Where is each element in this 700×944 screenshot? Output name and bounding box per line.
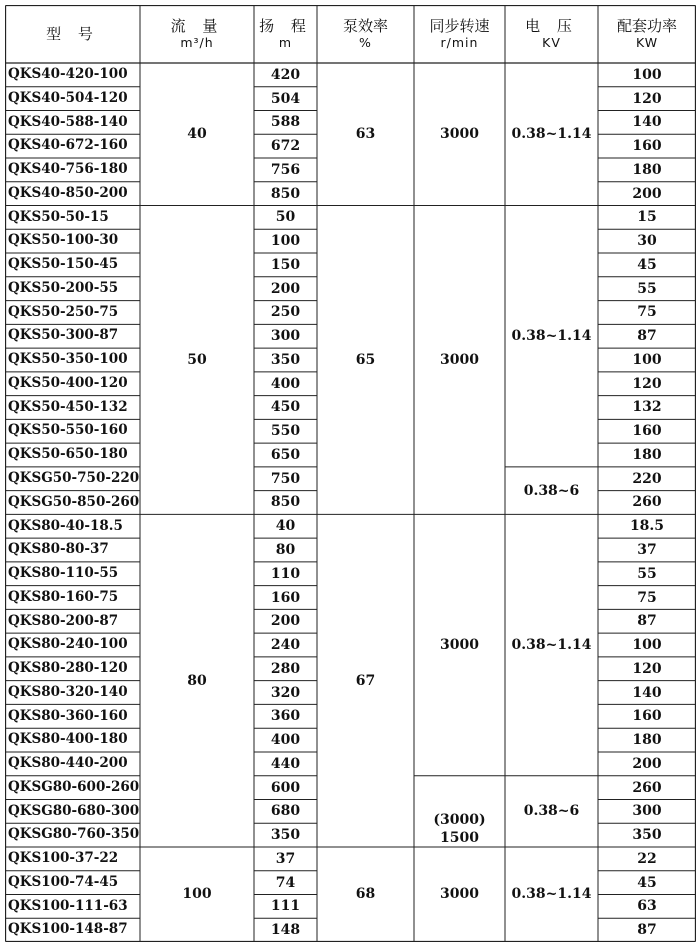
head-cell: 504 [270, 90, 301, 107]
model-cell: QKS40-756-180 [8, 161, 128, 178]
model-cell: QKS80-80-37 [8, 541, 109, 558]
head-cell: 680 [270, 803, 301, 820]
power-cell: 140 [632, 684, 662, 701]
flow-group-cell: 80 [187, 672, 207, 689]
power-cell: 300 [632, 803, 662, 820]
power-cell: 100 [632, 66, 662, 83]
model-cell: QKS50-250-75 [8, 303, 119, 320]
model-cell: QKS80-320-140 [8, 683, 128, 700]
header-model [5, 5, 140, 63]
header-speed [414, 5, 505, 63]
power-cell: 160 [632, 708, 662, 725]
power-cell: 160 [632, 138, 662, 155]
power-cell: 200 [632, 185, 662, 202]
power-cell: 75 [637, 304, 657, 321]
header-power-label: 配套功率 [616, 16, 677, 35]
head-cell: 40 [275, 518, 296, 535]
speed-group-cell [414, 776, 505, 847]
model-cell: QKSG50-750-220 [8, 469, 140, 486]
power-cell: 15 [637, 209, 657, 226]
head-cell: 450 [270, 399, 301, 416]
head-cell: 148 [270, 922, 301, 939]
voltage-group-cell: 0.38~6 [523, 482, 580, 499]
flow-group-cell: 40 [187, 126, 207, 143]
model-cell: QKSG50-850-260 [8, 493, 140, 510]
model-cell: QKS100-74-45 [8, 873, 119, 890]
header-efficiency-label: 泵效率 [342, 16, 388, 35]
power-cell: 100 [632, 351, 662, 368]
header-head [254, 5, 317, 63]
efficiency-group-cell: 63 [355, 126, 376, 143]
efficiency-group-cell: 65 [355, 351, 376, 368]
speed-group-cell: 3000 [440, 637, 479, 654]
power-cell: 200 [632, 755, 662, 772]
power-cell: 180 [632, 161, 662, 178]
head-cell: 588 [270, 114, 301, 131]
power-cell: 87 [637, 613, 657, 630]
head-cell: 672 [270, 138, 301, 155]
head-cell: 350 [270, 351, 301, 368]
header-efficiency-unit: % [359, 34, 372, 50]
model-cell: QKS100-111-63 [8, 897, 128, 914]
head-cell: 100 [270, 233, 301, 250]
model-cell: QKS40-504-120 [8, 89, 128, 106]
header-efficiency [317, 5, 414, 63]
header-flow [140, 5, 254, 63]
model-cell: QKS80-360-160 [8, 707, 128, 724]
model-cell: QKS40-588-140 [8, 113, 128, 130]
model-cell: QKS80-160-75 [8, 588, 119, 605]
power-cell: 180 [632, 446, 662, 463]
head-cell: 300 [270, 328, 301, 345]
model-cell: QKS80-280-120 [8, 660, 128, 677]
power-cell: 22 [637, 850, 657, 867]
power-cell: 260 [632, 779, 662, 796]
model-cell: QKS50-450-132 [8, 398, 128, 415]
speed-group-cell-line1: (3000) [433, 811, 486, 828]
power-cell: 18.5 [629, 518, 665, 535]
power-cell: 45 [637, 874, 657, 891]
header-voltage-label: 电 压 [525, 16, 578, 35]
power-cell: 120 [632, 90, 662, 107]
voltage-group-cell: 0.38~1.14 [511, 637, 592, 654]
head-cell: 280 [270, 660, 301, 677]
head-cell: 111 [270, 898, 301, 915]
model-cell: QKS100-148-87 [8, 921, 128, 938]
speed-group-cell: 3000 [440, 126, 479, 143]
voltage-group-cell: 0.38~1.14 [511, 328, 592, 345]
power-cell: 30 [637, 233, 657, 250]
model-cell: QKS50-400-120 [8, 374, 128, 391]
head-cell: 400 [270, 732, 301, 749]
head-cell: 200 [270, 280, 301, 297]
model-cell: QKS80-200-87 [8, 612, 119, 629]
head-cell: 74 [275, 874, 296, 891]
power-cell: 55 [637, 565, 657, 582]
power-cell: 55 [637, 280, 657, 297]
power-cell: 120 [632, 375, 662, 392]
voltage-group-cell: 0.38~1.14 [511, 126, 592, 143]
flow-group-cell: 50 [187, 351, 207, 368]
header-speed-label: 同步转速 [429, 16, 490, 35]
head-cell: 400 [270, 375, 301, 392]
model-cell: QKSG80-600-260 [8, 778, 140, 795]
head-cell: 160 [270, 589, 301, 606]
pump-spec-table [5, 5, 696, 942]
head-cell: 250 [270, 304, 301, 321]
head-cell: 80 [275, 542, 296, 558]
voltage-group-cell: 0.38~6 [523, 803, 580, 820]
power-cell: 180 [632, 732, 662, 749]
model-cell: QKS50-550-160 [8, 422, 128, 439]
power-cell: 120 [632, 660, 662, 677]
model-cell: QKS50-50-15 [8, 208, 109, 225]
power-cell: 100 [632, 637, 662, 654]
head-cell: 440 [270, 755, 301, 772]
flow-group-cell: 100 [182, 886, 212, 903]
speed-group-cell-line2: 1500 [440, 829, 479, 846]
model-cell: QKS50-200-55 [8, 279, 119, 296]
voltage-group-cell: 0.38~1.14 [511, 886, 592, 903]
model-cell: QKS80-110-55 [8, 565, 119, 582]
model-cell: QKS80-40-18.5 [8, 517, 123, 534]
header-model-label: 型 号 [46, 24, 99, 43]
head-cell: 850 [270, 494, 301, 511]
head-cell: 600 [270, 779, 301, 796]
head-cell: 50 [275, 209, 296, 226]
head-cell: 420 [270, 66, 301, 83]
model-cell: QKS80-400-180 [8, 731, 128, 748]
model-cell: QKS40-420-100 [8, 66, 128, 83]
header-flow-label: 流 量 [170, 16, 224, 35]
model-cell: QKS40-672-160 [8, 137, 128, 154]
head-cell: 240 [270, 637, 301, 654]
head-cell: 360 [270, 708, 301, 725]
header-voltage [505, 5, 598, 63]
model-cell: QKS100-37-22 [8, 850, 119, 867]
header-power-unit: KW [635, 34, 659, 50]
head-cell: 150 [270, 256, 301, 273]
power-cell: 132 [632, 399, 662, 416]
model-cell: QKSG80-760-350 [8, 826, 140, 843]
model-cell: QKS50-300-87 [8, 327, 119, 344]
model-cell: QKSG80-680-300 [8, 802, 140, 819]
head-cell: 200 [270, 613, 301, 630]
power-cell: 160 [632, 423, 662, 440]
header-head-label: 扬 程 [259, 16, 312, 35]
power-cell: 63 [637, 898, 657, 915]
model-cell: QKS50-350-100 [8, 351, 128, 368]
header-voltage-unit: KV [542, 34, 561, 50]
model-cell: QKS80-240-100 [8, 636, 128, 653]
model-cell: QKS50-150-45 [8, 256, 119, 273]
head-cell: 320 [270, 684, 301, 701]
model-cell: QKS40-850-200 [8, 184, 128, 201]
efficiency-group-cell: 68 [355, 886, 376, 903]
header-speed-unit: r/min [440, 34, 479, 50]
efficiency-group-cell: 67 [355, 672, 376, 689]
header-power [598, 5, 696, 63]
header-head-unit: m [278, 34, 293, 50]
head-cell: 756 [270, 161, 301, 178]
head-cell: 850 [270, 185, 301, 202]
model-cell: QKS50-650-180 [8, 446, 128, 463]
speed-group-cell: 3000 [440, 886, 479, 903]
power-cell: 140 [632, 114, 662, 131]
power-cell: 350 [632, 827, 662, 844]
power-cell: 87 [637, 328, 657, 345]
power-cell: 260 [632, 494, 662, 511]
head-cell: 350 [270, 827, 301, 844]
head-cell: 550 [270, 423, 301, 440]
speed-group-cell: 3000 [440, 351, 479, 368]
power-cell: 87 [637, 922, 657, 939]
header-flow-unit: m³/h [180, 34, 214, 50]
power-cell: 37 [637, 542, 657, 558]
head-cell: 750 [270, 470, 301, 487]
head-cell: 650 [270, 446, 301, 463]
power-cell: 220 [632, 470, 662, 487]
model-cell: QKS80-440-200 [8, 755, 128, 772]
model-cell: QKS50-100-30 [8, 232, 119, 249]
head-cell: 37 [275, 850, 296, 867]
power-cell: 45 [637, 256, 657, 273]
power-cell: 75 [637, 589, 657, 606]
head-cell: 110 [270, 565, 301, 582]
